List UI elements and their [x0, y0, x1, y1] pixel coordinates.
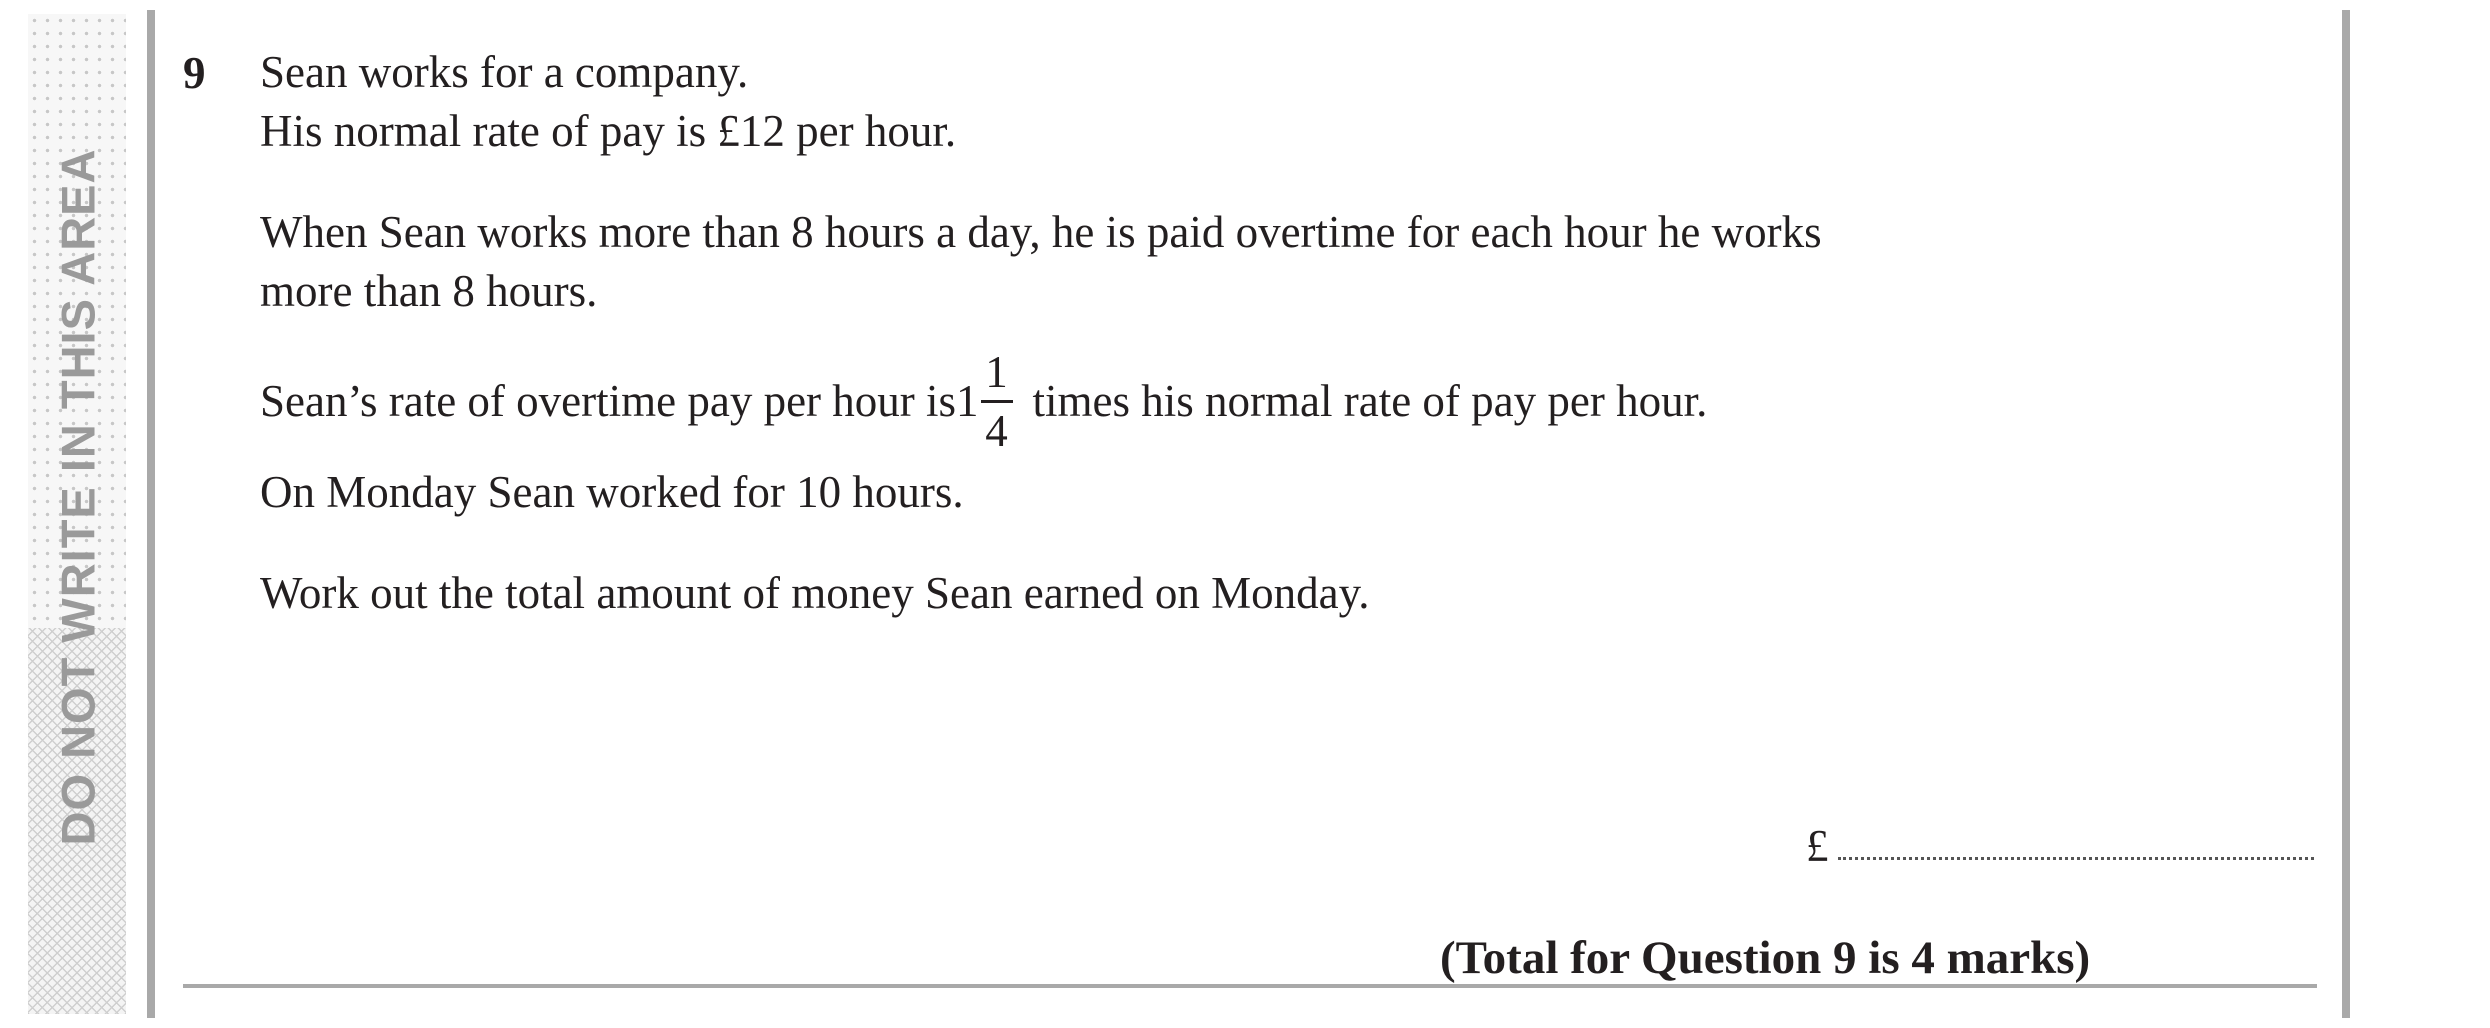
- question-intro-line-2: His normal rate of pay is £12 per hour.: [260, 106, 957, 156]
- question-intro-line-1: Sean works for a company.: [260, 47, 749, 97]
- total-marks: (Total for Question 9 is 4 marks): [1440, 932, 2091, 984]
- overtime-rule-line-1: When Sean works more than 8 hours a day, he is paid overtime for each hour he works: [260, 207, 1822, 257]
- overtime-rate-text-after: times his normal rate of pay per hour.: [1032, 376, 1708, 426]
- question-number: 9: [183, 48, 206, 98]
- overtime-rate-sentence: [260, 336, 1707, 466]
- task-instruction: Work out the total amount of money Sean earned on Monday.: [260, 568, 1370, 618]
- right-border-bar: [2342, 10, 2350, 1018]
- bottom-rule: [183, 984, 2317, 988]
- answer-dotted-line[interactable]: [1838, 857, 2314, 860]
- overtime-rate-text-before: Sean’s rate of overtime pay per hour is: [260, 376, 957, 426]
- fraction-denominator: 4: [985, 405, 1008, 456]
- fraction: [981, 344, 1013, 459]
- do-not-write-label: DO NOT WRITE IN THIS AREA: [51, 148, 105, 846]
- overtime-rule-line-2: more than 8 hours.: [260, 266, 598, 316]
- answer-currency-symbol: £: [1806, 821, 1829, 871]
- fraction-numerator: 1: [985, 346, 1008, 397]
- mixed-number-whole: 1: [956, 376, 979, 426]
- left-border-bar: [147, 10, 155, 1018]
- monday-hours-line: On Monday Sean worked for 10 hours.: [260, 467, 964, 517]
